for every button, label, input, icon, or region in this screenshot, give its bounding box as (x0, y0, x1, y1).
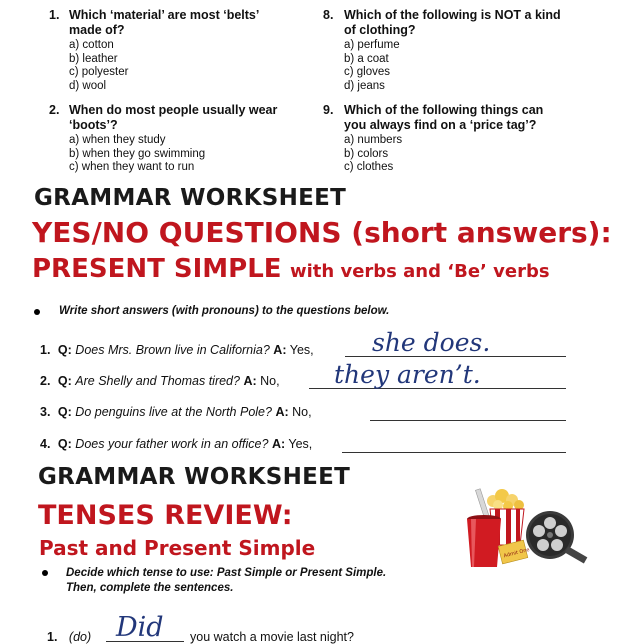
q-label: Q: (57, 437, 72, 451)
handwritten-answer: she does. (372, 328, 491, 357)
verb-hint: (do) (68, 630, 92, 644)
option: a) perfume (344, 39, 400, 51)
a-label: A: (243, 374, 257, 388)
handwritten-answer: they aren’t. (334, 360, 481, 389)
question-text: you always find on a ‘price tag’? (344, 118, 537, 132)
question-number: 8. (323, 8, 334, 22)
question: Do penguins live at the North Pole? (75, 405, 272, 419)
option: b) when they go swimming (69, 147, 206, 160)
option: b) leather (69, 52, 118, 65)
option: c) polyester (69, 66, 129, 78)
option: c) when they want to run (69, 161, 195, 173)
question-text: Which of the following is NOT a kind (344, 8, 561, 22)
option: a) cotton (69, 39, 114, 51)
answer-line (370, 419, 566, 421)
handwritten-answer: Did (116, 612, 164, 643)
question-text: Which of the following things can (344, 103, 544, 117)
option: d) jeans (344, 79, 385, 92)
soda-cup-icon (467, 515, 501, 567)
ticket-text: Admit One (503, 547, 531, 560)
question: Does Mrs. Brown live in California? (75, 343, 270, 357)
worksheet-label: GRAMMAR WORKSHEET (38, 464, 351, 490)
instruction-text: Write short answers (with pronouns) to the questions below. (59, 305, 390, 317)
answer-prefix: Yes, (288, 437, 313, 451)
bullet-icon (42, 570, 48, 576)
film-reel-icon (526, 511, 587, 563)
question-number: 9. (323, 103, 334, 117)
question-text: of clothing? (344, 23, 416, 37)
item-number: 3. (40, 405, 51, 419)
worksheet-subtitle: Past and Present Simple (39, 536, 316, 560)
options-list (344, 39, 400, 93)
option: a) when they study (69, 134, 166, 146)
a-label: A: (275, 405, 289, 419)
a-label: A: (271, 437, 286, 451)
exercise-row (40, 437, 312, 451)
exercise-row (40, 405, 312, 419)
bullet-icon (34, 309, 40, 315)
question-text: Which ‘material’ are most ‘belts’ (69, 8, 260, 22)
option: c) clothes (344, 161, 394, 173)
worksheet-title: TENSES REVIEW: (38, 500, 293, 531)
question-number: 2. (49, 103, 60, 117)
question-text: When do most people usually wear (69, 103, 278, 117)
option: b) colors (344, 147, 389, 160)
question: Are Shelly and Thomas tired? (75, 374, 240, 388)
options-list (344, 134, 402, 175)
a-label: A: (273, 343, 287, 357)
answer-prefix: Yes, (289, 343, 314, 357)
option: a) numbers (344, 134, 403, 146)
answer-line (342, 451, 566, 453)
instruction-text (66, 566, 386, 596)
q-label: Q: (57, 343, 72, 357)
exercise-row (40, 343, 314, 357)
question: Does your father work in an office? (75, 437, 269, 451)
exercise-row (47, 630, 91, 644)
options-list (69, 39, 128, 93)
worksheet-subtitle (32, 254, 550, 284)
sentence-rest: you watch a movie last night? (190, 630, 354, 644)
option: b) a coat (344, 52, 389, 65)
question-number: 1. (49, 8, 60, 22)
popcorn-icon (487, 489, 524, 511)
option: c) gloves (344, 66, 391, 78)
q-label: Q: (57, 374, 72, 388)
option: d) wool (69, 79, 107, 92)
exercise-row (40, 374, 280, 388)
instruction-line: Decide which tense to use: Past Simple or Present Simple. (66, 567, 387, 579)
movie-snacks-illustration (462, 487, 592, 577)
subtitle-secondary: with verbs and ‘Be’ verbs (289, 261, 550, 282)
item-number: 1. (47, 630, 58, 644)
instruction-line: Then, complete the sentences. (66, 582, 234, 594)
subtitle-main: PRESENT SIMPLE (32, 254, 282, 284)
straw-icon (475, 489, 489, 519)
options-list (69, 134, 205, 175)
question-text: ‘boots’? (69, 118, 118, 132)
worksheet-title: YES/NO QUESTIONS (short answers): (32, 216, 612, 249)
item-number: 4. (40, 437, 51, 451)
item-number: 2. (40, 374, 51, 388)
answer-prefix: No, (292, 405, 312, 419)
question-text: made of? (69, 23, 125, 37)
worksheet-label: GRAMMAR WORKSHEET (34, 185, 347, 211)
answer-prefix: No, (260, 374, 280, 388)
q-label: Q: (57, 405, 72, 419)
item-number: 1. (40, 343, 51, 357)
